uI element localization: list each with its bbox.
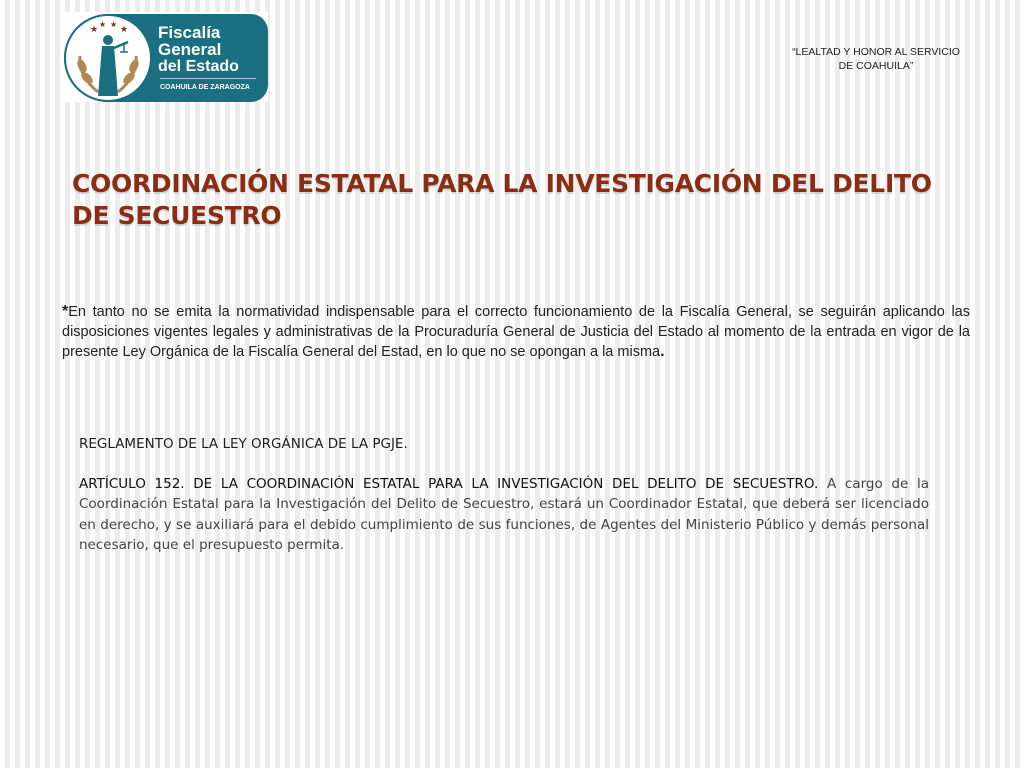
motto-line-2: DE COAHUILA”	[838, 60, 914, 72]
logo-wordmark	[158, 24, 239, 75]
regulation-section	[79, 434, 929, 556]
logo-subtitle: COAHUILA DE ZARAGOZA	[160, 84, 250, 91]
logo-emblem-circle	[64, 14, 152, 102]
note-text: En tanto no se emita la normatividad indispensable para el correcto funcionamiento de la Fiscalía General, se seguirán aplicando las disposiciones vigentes legales y administrativas de la Procuraduría General de Justicia del Estado al momento de la entrada en vigor de la presente Ley Orgánica de la Fiscalía General del Estad, en lo que no se opongan a la misma	[62, 304, 970, 360]
logo-line-2: General	[158, 40, 222, 59]
svg-text:★: ★	[90, 25, 99, 35]
motto-line-1: “LEALTAD Y HONOR AL SERVICIO	[792, 46, 960, 58]
svg-text:★: ★	[99, 20, 107, 29]
svg-text:★: ★	[110, 20, 118, 29]
note-end: .	[660, 343, 665, 360]
note-marker: *	[62, 303, 69, 320]
regulation-heading: REGLAMENTO DE LA LEY ORGÁNICA DE LA PGJE.	[79, 436, 408, 452]
article-152	[79, 474, 929, 556]
title-line-1: COORDINACIÓN ESTATAL PARA LA INVESTIGACIÓN DEL DELITO	[72, 169, 932, 198]
article-title: ARTÍCULO 152. DE LA COORDINACIÓN ESTATAL PARA LA INVESTIGACIÓN DEL DELITO DE SECUESTRO.	[79, 475, 819, 492]
svg-text:★: ★	[120, 25, 129, 35]
logo-line-3: del Estado	[158, 58, 239, 75]
page-title	[72, 168, 932, 232]
motto	[780, 45, 972, 73]
transitional-note	[62, 302, 970, 362]
article-body: A cargo de la Coordinación Estatal para la Investigación del Delito de Secuestro, estará un Coordinador Estatal, que deberá ser licenciado en derecho, y se auxiliará para el debido cumplimiento de sus funciones, de Agentes del Ministerio Público y demás personal necesario, que el presupuesto permita.	[79, 475, 929, 553]
fiscalia-logo	[62, 12, 268, 102]
justice-figure-icon	[66, 16, 150, 100]
logo-divider	[160, 78, 256, 79]
title-line-2: DE SECUESTRO	[72, 201, 282, 230]
logo-line-1: Fiscalía	[158, 23, 221, 42]
